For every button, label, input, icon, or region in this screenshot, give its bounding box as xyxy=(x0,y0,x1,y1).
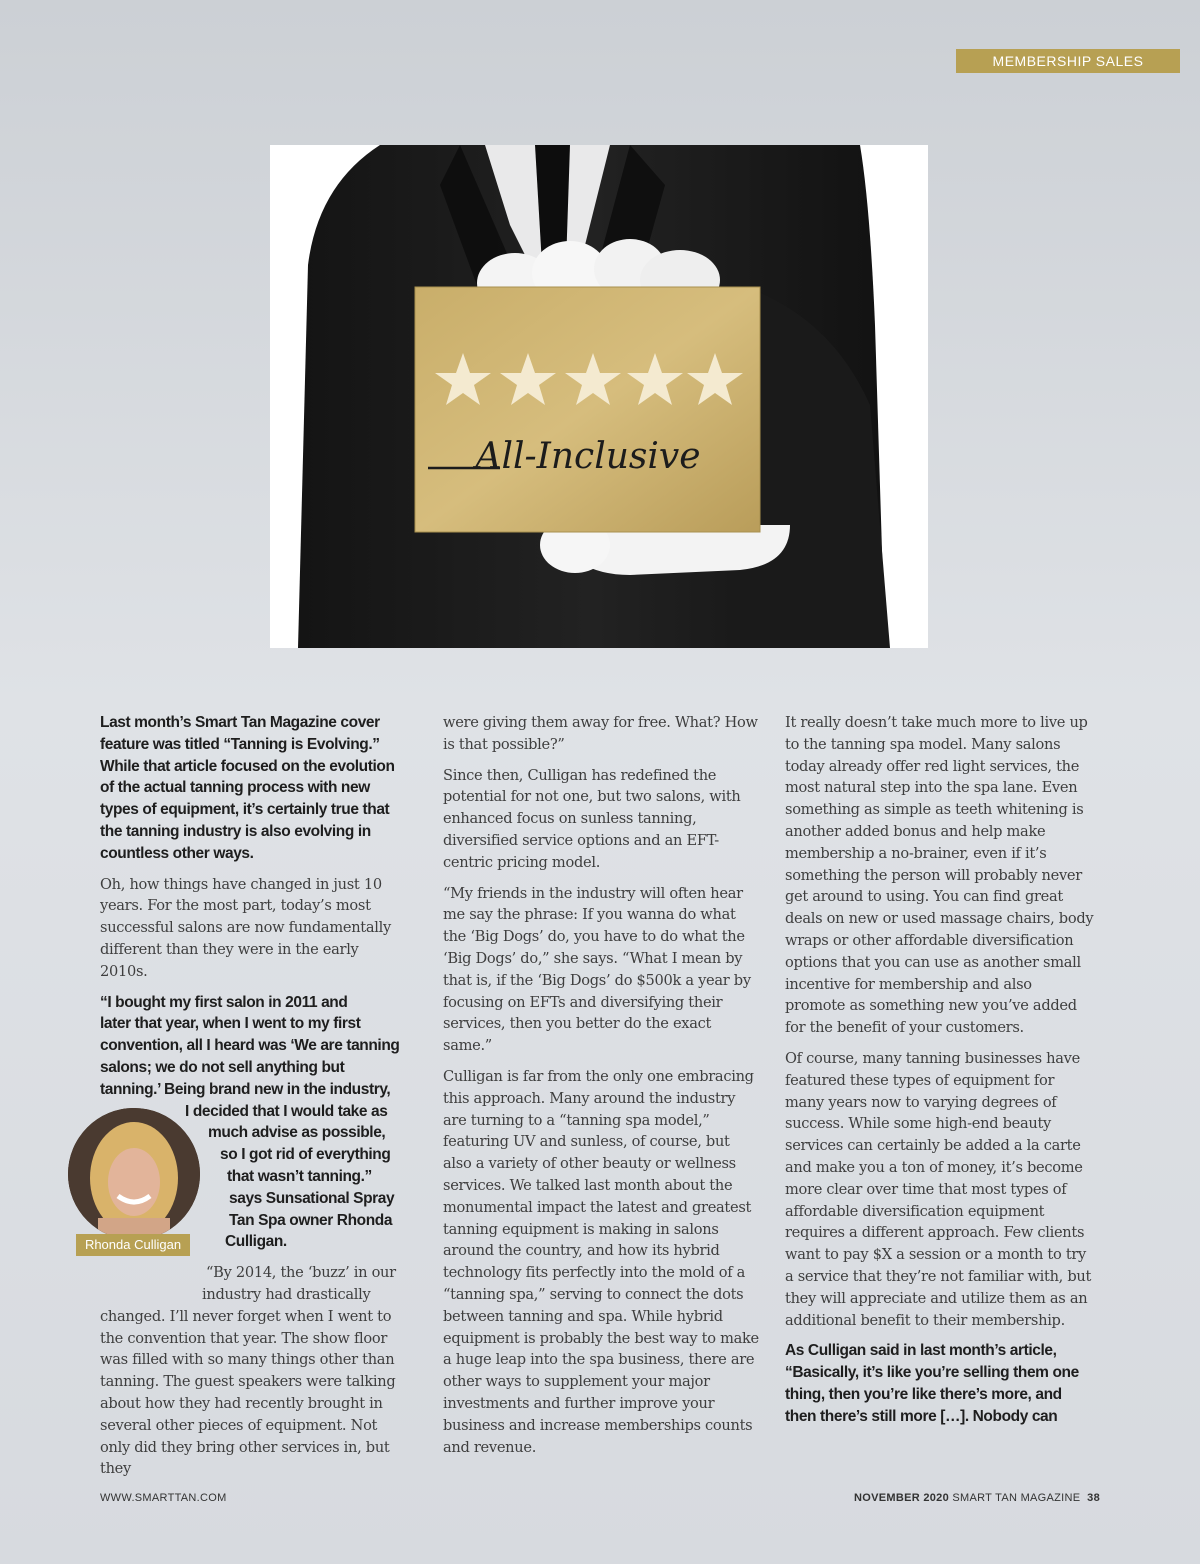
intro-line: types of equipment, it’s certainly true that xyxy=(100,801,390,819)
intro-line: feature was titled “Tanning is Evolving.” xyxy=(100,735,380,753)
body-paragraph: “My friends in the industry will often hear me say the phrase: If you wanna do what the ‘Big Dogs’ do, you have to do what the ‘Big Dogs’ do,” she says. “What I mean by that is, if the ‘Big Dogs’ do $500k a year by focusing on EFTs and diversifying their services, then you better do the exact same.” xyxy=(443,884,751,1055)
portrait-photo xyxy=(68,1108,200,1240)
quote-line: tanning.’ Being brand new in the industry, xyxy=(100,1080,391,1098)
quote-line: Tan Spa owner Rhonda xyxy=(229,1211,393,1229)
quote-line: Culligan. xyxy=(225,1233,287,1251)
section-tag: MEMBERSHIP SALES xyxy=(956,49,1180,73)
quote-line: “I bought my first salon in 2011 and xyxy=(100,993,348,1011)
body-paragraph: changed. I’ll never forget when I went to the convention that year. The show floor was filled with so many things other than tanning. The guest speakers were talking about how they had recently brought in several other pieces of equipment. Not only did they bring other services in, but they xyxy=(100,1307,396,1478)
quote-line: salons; we do not sell anything but xyxy=(100,1058,345,1076)
body-paragraph: Of course, many tanning businesses have featured these types of equipment for many years now to varying degrees of success. While some high-end beauty services can certainly be added a la carte and make you a ton of money, it’s become more clear over time that most types of affordable diversification equipment requires a different approach. Few clients want to pay $X a session or a month to try a service that they’re not familiar with, but they will appreciate and utilize them as an additional benefit to their membership. xyxy=(785,1049,1092,1329)
column-2 xyxy=(443,712,759,1467)
quote-line: much advise as possible, xyxy=(208,1124,386,1142)
hero-image xyxy=(270,145,928,648)
portrait-caption: Rhonda Culligan xyxy=(76,1234,190,1256)
quote-line: so I got rid of everything xyxy=(220,1146,391,1164)
footer-issue-info xyxy=(854,1492,1100,1504)
body-paragraph-wrap xyxy=(100,1262,410,1306)
wrap-line: industry had drastically xyxy=(202,1285,371,1303)
quote-line: later that year, when I went to my first xyxy=(100,1015,361,1033)
intro-line: While that article focused on the evolution xyxy=(100,757,395,775)
intro-line: Last month’s Smart Tan Magazine cover xyxy=(100,714,380,731)
intro-line: of the actual tanning process with new xyxy=(100,779,370,797)
intro-line: countless other ways. xyxy=(100,844,254,862)
page-number: 38 xyxy=(1087,1492,1100,1504)
column-3 xyxy=(785,712,1095,1437)
footer-issue: NOVEMBER 2020 xyxy=(854,1492,950,1504)
column-1 xyxy=(100,712,410,1489)
body-paragraph: It really doesn’t take much more to live up to the tanning spa model. Many salons today already offer red light services, the most natural step into the spa lane. Even something as simple as teeth whitening is another added bonus and help make membership a no-brainer, even if it’s something the person will probably never get around to using. You can find great deals on new or used massage chairs, body wraps or other affordable diversification options that you can use as another small incentive for membership and also promote as something new you’ve added for the benefit of your customers. xyxy=(785,714,1094,1037)
body-paragraph: Culligan is far from the only one embracing this approach. Many around the industry are turning to a “tanning spa model,” featuring UV and sunless, of course, but also a variety of other beauty or wellness services. We talked last month about the monumental impact the latest and greatest tanning equipment is making in salons around the country, and how its hybrid technology fits perfectly into the mold of a “tanning spa,” serving to connect the dots between tanning and spa. While hybrid equipment is probably the best way to make a huge leap into the spa business, there are other ways to supplement your major investments and further improve your business and increase memberships counts and revenue. xyxy=(443,1067,759,1456)
quote-line: says Sunsational Spray xyxy=(229,1189,395,1207)
wrap-line: “By 2014, the ‘buzz’ in our xyxy=(206,1264,396,1282)
hero-illustration xyxy=(270,145,928,648)
footer-magazine: SMART TAN MAGAZINE xyxy=(952,1492,1081,1504)
closing-quote: As Culligan said in last month’s article, “Basically, it’s like you’re selling them one thing, then you’re like there’s more, and then there’s still more […]. Nobody can xyxy=(785,1342,1079,1425)
quote-line: I decided that I would take as xyxy=(185,1102,388,1120)
footer-website: WWW.SMARTTAN.COM xyxy=(100,1492,227,1504)
quote-line: that wasn’t tanning.” xyxy=(227,1167,372,1185)
intro-paragraph xyxy=(100,712,410,865)
body-paragraph: Since then, Culligan has redefined the potential for not one, but two salons, with enhanced focus on sunless tanning, diversified service options and an EFT-centric pricing model. xyxy=(443,766,741,871)
quote-line: convention, all I heard was ‘We are tanning xyxy=(100,1037,400,1055)
intro-line: the tanning industry is also evolving in xyxy=(100,822,371,840)
body-paragraph: were giving them away for free. What? How is that possible?” xyxy=(443,714,758,753)
author-portrait xyxy=(68,1108,200,1240)
body-paragraph: Oh, how things have changed in just 10 years. For the most part, today’s most successful salons are now fundamentally different than they were in the early 2010s. xyxy=(100,875,391,980)
card-text: All-Inclusive xyxy=(475,436,701,477)
